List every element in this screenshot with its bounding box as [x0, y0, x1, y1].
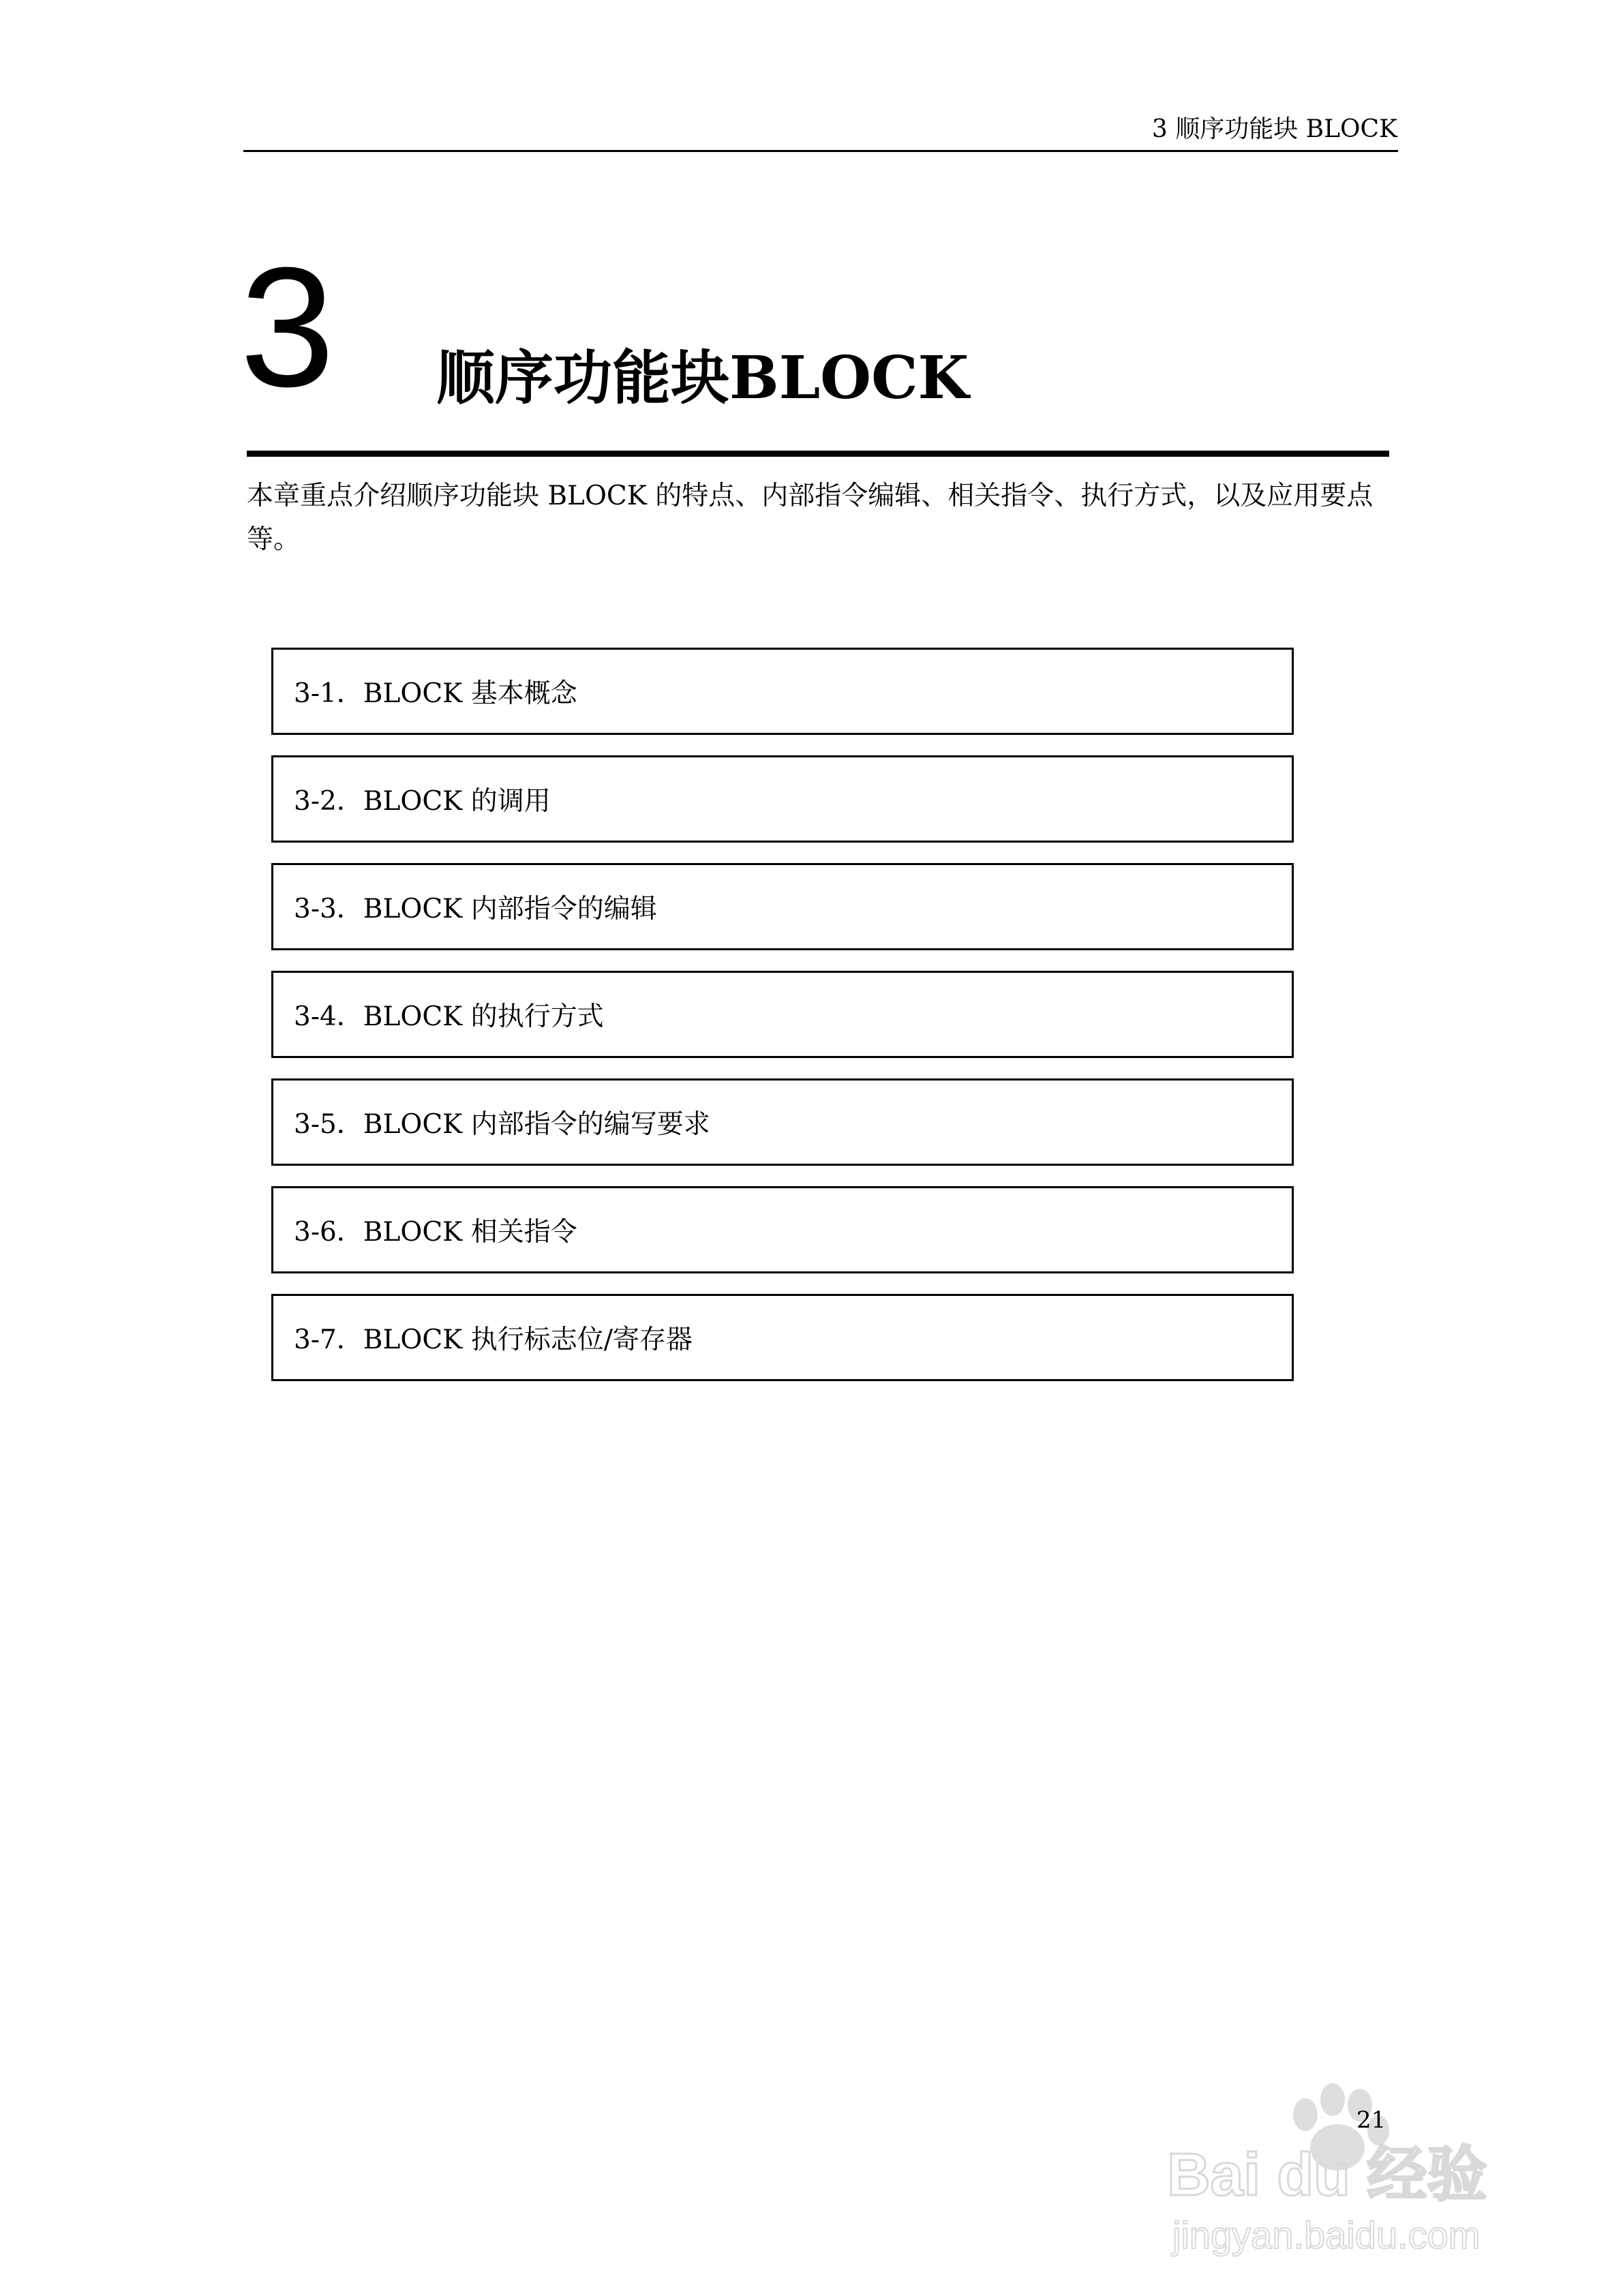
header-rule — [243, 150, 1398, 152]
running-header: 3 顺序功能块 BLOCK — [1151, 115, 1397, 143]
watermark-brand: Bai du 经验 — [1167, 2141, 1487, 2208]
toc-item-3-5[interactable] — [271, 1078, 1294, 1166]
toc-item-3-3[interactable] — [271, 863, 1294, 950]
toc-item-3-2[interactable] — [271, 755, 1294, 843]
chapter-intro: 本章重点介绍顺序功能块 BLOCK 的特点、内部指令编辑、相关指令、执行方式，以及应用要点等。 — [247, 481, 1374, 555]
title-rule — [247, 451, 1389, 457]
toc-item-label: 3-7．BLOCK 执行标志位/寄存器 — [294, 1325, 693, 1355]
baidu-jingyan-watermark — [1159, 2072, 1541, 2263]
toc-item-label: 3-6．BLOCK 相关指令 — [294, 1217, 577, 1248]
toc-item-label: 3-2．BLOCK 的调用 — [294, 786, 551, 817]
toc-item-3-4[interactable] — [271, 971, 1294, 1058]
toc-item-3-1[interactable] — [271, 648, 1294, 735]
toc-item-label: 3-3．BLOCK 内部指令的编辑 — [294, 894, 657, 924]
toc-item-3-6[interactable] — [271, 1186, 1294, 1273]
toc-item-label: 3-1．BLOCK 基本概念 — [294, 678, 577, 709]
chapter-title: 顺序功能块BLOCK — [436, 344, 969, 412]
watermark-url: jingyan.baidu.com — [1172, 2214, 1481, 2256]
toc-item-label: 3-5．BLOCK 内部指令的编写要求 — [294, 1109, 710, 1140]
toc-item-3-7[interactable] — [271, 1294, 1294, 1381]
toc-list — [271, 648, 1294, 1402]
page-number: 21 — [1356, 2106, 1386, 2134]
chapter-number: 3 — [240, 232, 335, 422]
toc-item-label: 3-4．BLOCK 的执行方式 — [294, 1001, 604, 1032]
